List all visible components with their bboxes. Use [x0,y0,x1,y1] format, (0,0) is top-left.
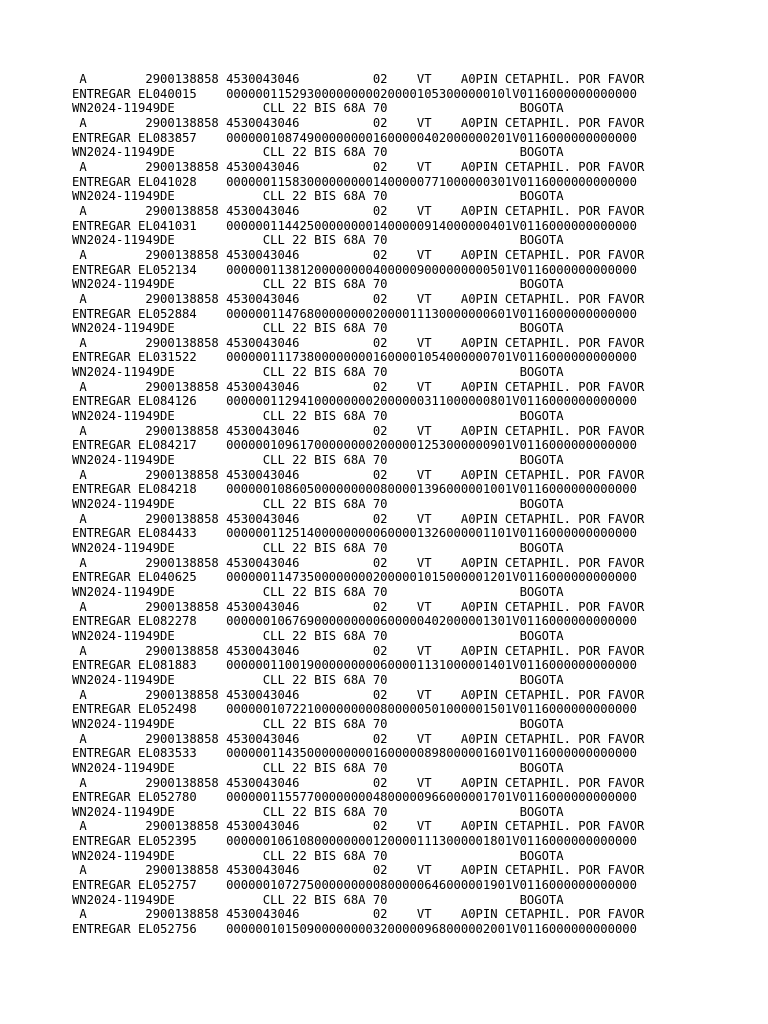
document-line: ENTREGAR EL084433 000000112514000000000600001326000001101V0116000000000000 [72,526,637,541]
document-line: A 2900138858 4530043046 02 VT A0PIN CETAPHIL. POR FAVOR [72,291,645,306]
document-line: WN2024-11949DE CLL 22 BIS 68A 70 BOGOTA [72,497,564,512]
document-line: A 2900138858 4530043046 02 VT A0PIN CETAPHIL. POR FAVOR [72,72,645,86]
document-line: A 2900138858 4530043046 02 VT A0PIN CETAPHIL. POR FAVOR [72,687,645,702]
document-line: WN2024-11949DE CLL 22 BIS 68A 70 BOGOTA [72,628,564,643]
document-line: ENTREGAR EL084218 000000108605000000000800001396000001001V0116000000000000 [72,482,637,497]
document-line: A 2900138858 4530043046 02 VT A0PIN CETAPHIL. POR FAVOR [72,907,645,922]
document-line: WN2024-11949DE CLL 22 BIS 68A 70 BOGOTA [72,365,564,380]
document-line: ENTREGAR EL083533 000000114350000000001600000898000001601V0116000000000000 [72,746,637,761]
document-line: WN2024-11949DE CLL 22 BIS 68A 70 BOGOTA [72,892,564,907]
document-line: WN2024-11949DE CLL 22 BIS 68A 70 BOGOTA [72,145,564,160]
document-line: A 2900138858 4530043046 02 VT A0PIN CETAPHIL. POR FAVOR [72,115,645,130]
document-line: A 2900138858 4530043046 02 VT A0PIN CETAPHIL. POR FAVOR [72,159,645,174]
document-line: WN2024-11949DE CLL 22 BIS 68A 70 BOGOTA [72,584,564,599]
document-line: WN2024-11949DE CLL 22 BIS 68A 70 BOGOTA [72,101,564,116]
document-body [72,72,644,937]
document-line: A 2900138858 4530043046 02 VT A0PIN CETAPHIL. POR FAVOR [72,423,645,438]
document-line: ENTREGAR EL082278 000000106769000000000600000402000001301V0116000000000000 [72,614,637,629]
document-line: WN2024-11949DE CLL 22 BIS 68A 70 BOGOTA [72,848,564,863]
document-line: ENTREGAR EL052134 000000113812000000004000009000000000501V0116000000000000 [72,262,637,277]
document-line: WN2024-11949DE CLL 22 BIS 68A 70 BOGOTA [72,760,564,775]
document-line: A 2900138858 4530043046 02 VT A0PIN CETAPHIL. POR FAVOR [72,247,645,262]
document-line: WN2024-11949DE CLL 22 BIS 68A 70 BOGOTA [72,277,564,292]
document-line: ENTREGAR EL052756 000000101509000000003200000968000002001V0116000000000000 [72,922,637,937]
document-line: WN2024-11949DE CLL 22 BIS 68A 70 BOGOTA [72,189,564,204]
document-line: ENTREGAR EL081883 000000110019000000000600001131000001401V0116000000000000 [72,658,637,673]
document-line: WN2024-11949DE CLL 22 BIS 68A 70 BOGOTA [72,233,564,248]
document-line: WN2024-11949DE CLL 22 BIS 68A 70 BOGOTA [72,804,564,819]
document-line: A 2900138858 4530043046 02 VT A0PIN CETAPHIL. POR FAVOR [72,643,645,658]
document-line: WN2024-11949DE CLL 22 BIS 68A 70 BOGOTA [72,321,564,336]
document-line: WN2024-11949DE CLL 22 BIS 68A 70 BOGOTA [72,672,564,687]
document-line: A 2900138858 4530043046 02 VT A0PIN CETAPHIL. POR FAVOR [72,731,645,746]
document-line: ENTREGAR EL083857 000000108749000000001600000402000000201V0116000000000000 [72,130,637,145]
document-line: ENTREGAR EL031522 000000111738000000001600001054000000701V0116000000000000 [72,350,637,365]
document-line: A 2900138858 4530043046 02 VT A0PIN CETAPHIL. POR FAVOR [72,775,645,790]
document-line: A 2900138858 4530043046 02 VT A0PIN CETAPHIL. POR FAVOR [72,335,645,350]
document-line: WN2024-11949DE CLL 22 BIS 68A 70 BOGOTA [72,453,564,468]
document-line: ENTREGAR EL052884 000000114768000000002000011130000000601V0116000000000000 [72,306,637,321]
document-line: ENTREGAR EL040625 000000114735000000002000001015000001201V0116000000000000 [72,570,637,585]
document-line: ENTREGAR EL052780 000000115577000000004800000966000001701V0116000000000000 [72,790,637,805]
document-line: ENTREGAR EL041028 000000115830000000001400000771000000301V0116000000000000 [72,174,637,189]
document-line: ENTREGAR EL041031 000000114425000000001400000914000000401V0116000000000000 [72,218,637,233]
document-line: ENTREGAR EL052395 000000106108000000001200001113000001801V0116000000000000 [72,834,637,849]
document-line: A 2900138858 4530043046 02 VT A0PIN CETAPHIL. POR FAVOR [72,379,645,394]
document-line: ENTREGAR EL040015 00000011529300000000020000105300000010lV0116000000000000 [72,86,637,101]
document-line: WN2024-11949DE CLL 22 BIS 68A 70 BOGOTA [72,409,564,424]
document-line: A 2900138858 4530043046 02 VT A0PIN CETAPHIL. POR FAVOR [72,467,645,482]
document-line: A 2900138858 4530043046 02 VT A0PIN CETAPHIL. POR FAVOR [72,203,645,218]
document-line: ENTREGAR EL052498 000000107221000000000800000501000001501V0116000000000000 [72,702,637,717]
document-line: WN2024-11949DE CLL 22 BIS 68A 70 BOGOTA [72,716,564,731]
document-line: A 2900138858 4530043046 02 VT A0PIN CETAPHIL. POR FAVOR [72,819,645,834]
document-line: A 2900138858 4530043046 02 VT A0PIN CETAPHIL. POR FAVOR [72,599,645,614]
document-line: ENTREGAR EL052757 000000107275000000000800000646000001901V0116000000000000 [72,878,637,893]
document-line: A 2900138858 4530043046 02 VT A0PIN CETAPHIL. POR FAVOR [72,863,645,878]
document-line: A 2900138858 4530043046 02 VT A0PIN CETAPHIL. POR FAVOR [72,511,645,526]
document-line: ENTREGAR EL084217 000000109617000000002000001253000000901V0116000000000000 [72,438,637,453]
document-line: WN2024-11949DE CLL 22 BIS 68A 70 BOGOTA [72,541,564,555]
document-line: ENTREGAR EL084126 000000112941000000002000000311000000801V0116000000000000 [72,394,637,409]
document-line: A 2900138858 4530043046 02 VT A0PIN CETAPHIL. POR FAVOR [72,555,645,570]
